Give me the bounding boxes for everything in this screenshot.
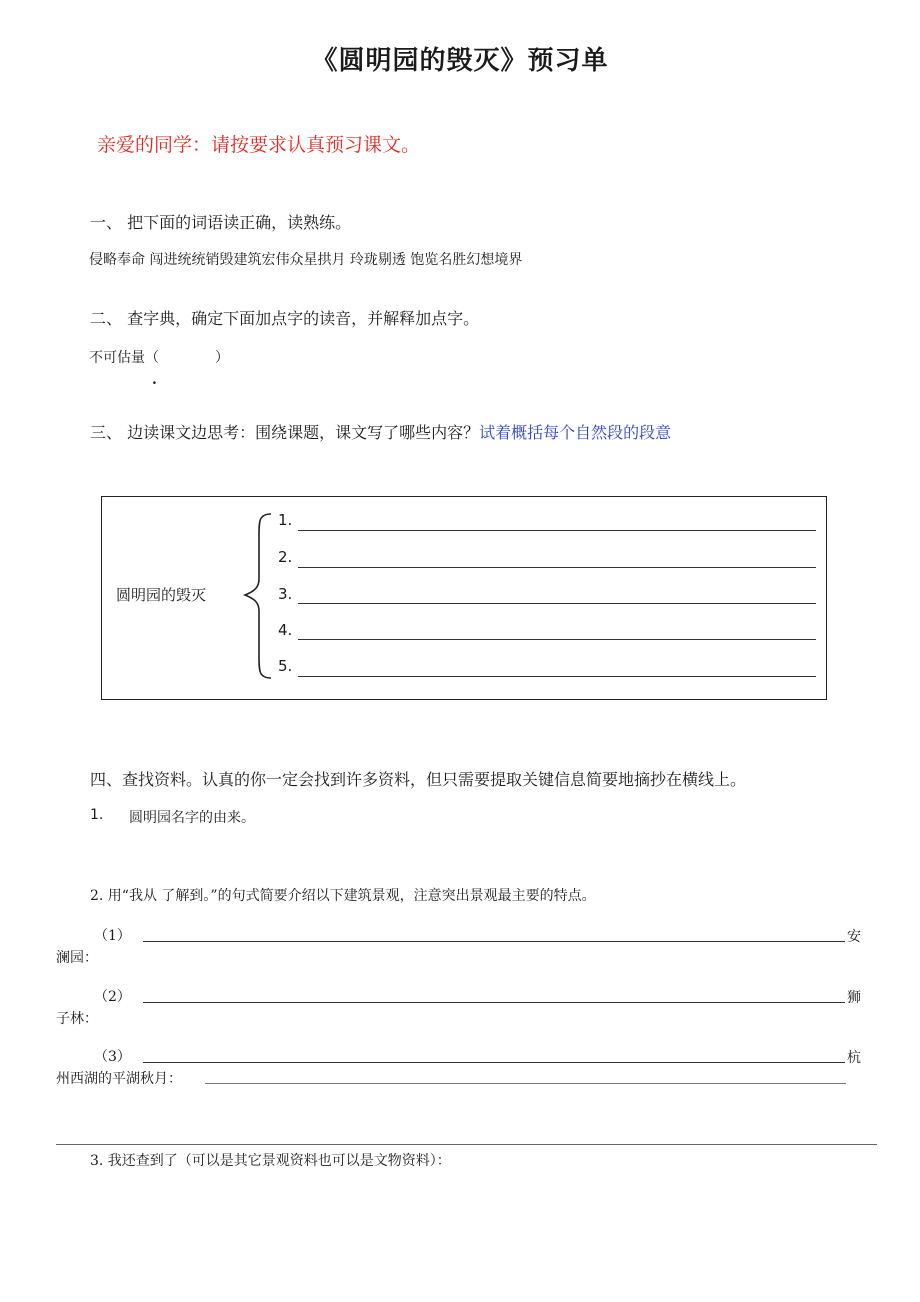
q1-number: 1. bbox=[90, 807, 104, 823]
summary-number-3: 3. bbox=[278, 585, 293, 603]
scene3-answer-line-2[interactable] bbox=[205, 1083, 846, 1084]
scene2-name-cont: 子林： bbox=[56, 1011, 98, 1027]
section3-question: 三、 边读课文边思考：围绕课题，课文写了哪些内容？ bbox=[90, 423, 480, 442]
scene3-answer-line[interactable] bbox=[143, 1062, 845, 1063]
scene3-name-cont: 州西湖的平湖秋月： bbox=[56, 1071, 182, 1087]
section2-item: 不可估量（ ） bbox=[89, 350, 229, 366]
box-label: 圆明园的毁灭 bbox=[116, 586, 207, 604]
summary-box bbox=[101, 496, 827, 700]
summary-number-2: 2. bbox=[278, 548, 293, 566]
greeting: 亲爱的同学：请按要求认真预习课文。 bbox=[97, 134, 421, 156]
summary-line-4[interactable] bbox=[298, 639, 816, 640]
scene1-name-cont: 澜园： bbox=[56, 950, 98, 966]
summary-line-3[interactable] bbox=[298, 603, 816, 604]
section1-words: 侵略奉命 闯进统统销毁建筑宏伟众星拱月 玲珑剔透 饱览名胜幻想境界 bbox=[89, 252, 523, 268]
summary-line-1[interactable] bbox=[298, 530, 816, 531]
section2-heading: 二、 查字典，确定下面加点字的读音，并解释加点字。 bbox=[90, 309, 480, 328]
section3-heading bbox=[90, 420, 671, 443]
summary-line-5[interactable] bbox=[298, 676, 816, 677]
scene1-number: （1） bbox=[94, 928, 131, 944]
section1-heading: 一、 把下面的词语读正确，读熟练。 bbox=[90, 213, 352, 232]
q1-text: 圆明园名字的由来。 bbox=[129, 810, 255, 826]
scene1-answer-line[interactable] bbox=[143, 941, 845, 942]
page-title: 《圆明园的毁灭》预习单 bbox=[311, 46, 609, 76]
scene2-answer-line[interactable] bbox=[143, 1002, 845, 1003]
scene1-name-start: 安 bbox=[847, 929, 861, 945]
scene3-number: （3） bbox=[94, 1049, 131, 1065]
section4-heading: 四、查找资料。认真的你一定会找到许多资料，但只需要提取关键信息简要地摘抄在横线上。 bbox=[90, 770, 747, 789]
scene2-number: （2） bbox=[94, 989, 131, 1005]
summary-number-4: 4. bbox=[278, 621, 293, 639]
emphasis-dot: . bbox=[152, 372, 157, 388]
curly-brace-icon bbox=[237, 511, 277, 681]
q2-text: 2. 用“我从 了解到。”的句式简要介绍以下建筑景观，注意突出景观最主要的特点。 bbox=[90, 888, 596, 904]
scene2-name-start: 狮 bbox=[847, 990, 861, 1006]
summary-number-1: 1. bbox=[278, 511, 293, 529]
scene3-name-start: 杭 bbox=[847, 1050, 861, 1066]
summary-line-2[interactable] bbox=[298, 567, 816, 568]
section3-hint: 试着概括每个自然段的段意 bbox=[479, 423, 672, 442]
q3-text: 3. 我还查到了（可以是其它景观资料也可以是文物资料）： bbox=[90, 1153, 451, 1169]
divider bbox=[56, 1144, 877, 1145]
summary-number-5: 5. bbox=[278, 657, 293, 675]
